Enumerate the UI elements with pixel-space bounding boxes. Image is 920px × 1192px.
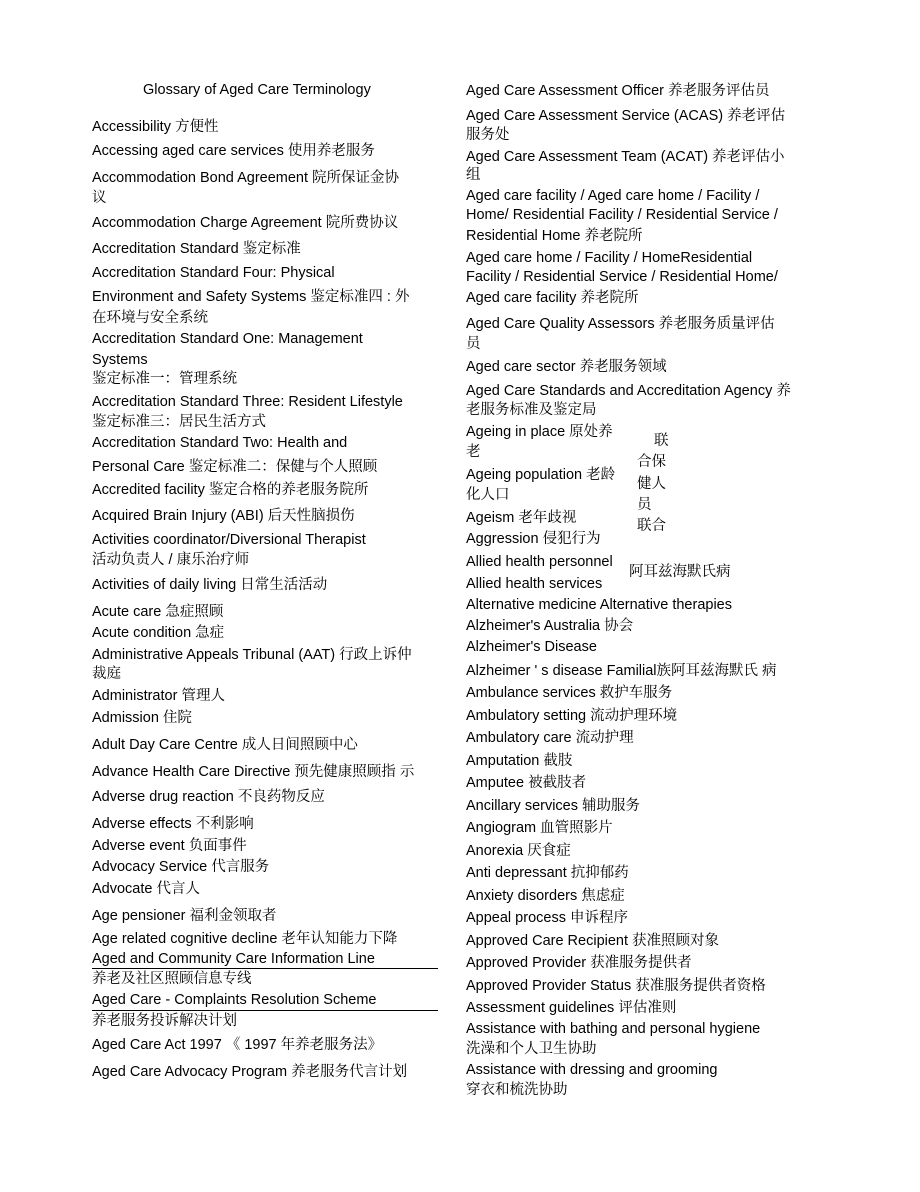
entry-line: Accreditation Standard 鉴定标准 <box>92 241 301 257</box>
entry-line: Alzheimer's Disease <box>466 639 597 655</box>
entry-line: Ageism 老年歧视 <box>466 510 577 526</box>
side-note-line: 联 <box>654 433 669 449</box>
entry-line: Aged Care Standards and Accreditation Agency 养 <box>466 383 791 399</box>
entry-line: Adverse effects 不利影响 <box>92 816 254 832</box>
entry-line: 老 <box>466 444 481 460</box>
entry-line: Aged Care Quality Assessors 养老服务质量评估 <box>466 316 775 332</box>
entry-line: 老服务标准及鉴定局 <box>466 402 597 418</box>
entry-line: 养老服务投诉解决计划 <box>92 1013 237 1029</box>
entry-line: 穿衣和梳洗协助 <box>466 1082 568 1098</box>
entry-line: 鉴定标准一：管理系统 <box>92 371 237 387</box>
entry-line: Allied health services <box>466 576 603 592</box>
entry-line: Assistance with bathing and personal hygiene <box>466 1021 761 1037</box>
entry-line: 活动负责人 / 康乐治疗师 <box>92 552 250 568</box>
alzheimers-side-note: 阿耳兹海默氏病 <box>629 564 731 580</box>
entry-line: Aged Care Assessment Team (ACAT) 养老评估小 <box>466 149 785 165</box>
entry-line: Admission 住院 <box>92 710 192 726</box>
entry-line: Aged Care - Complaints Resolution Scheme <box>92 992 377 1008</box>
entry-line: Administrative Appeals Tribunal (AAT) 行政上诉仲 <box>92 647 412 663</box>
entry-line: Personal Care 鉴定标准二：保健与个人照顾 <box>92 459 378 475</box>
entry-line: Age pensioner 福利金领取者 <box>92 908 277 924</box>
entry-line: Advance Health Care Directive 预先健康照顾指 示 <box>92 764 415 780</box>
entry-line: Accommodation Bond Agreement 院所保证金协 <box>92 170 400 186</box>
entry-line: Activities coordinator/Diversional Therapist <box>92 532 366 548</box>
entry-line: Age related cognitive decline 老年认知能力下降 <box>92 931 398 947</box>
entry-line: Approved Provider Status 获准服务提供者资格 <box>466 978 766 994</box>
entry-line: Residential Home 养老院所 <box>466 228 643 244</box>
entry-line: Advocate 代言人 <box>92 881 200 897</box>
entry-line: Anxiety disorders 焦虑症 <box>466 888 625 904</box>
entry-line: Accommodation Charge Agreement 院所费协议 <box>92 215 399 231</box>
entry-line: 员 <box>466 336 481 352</box>
entry-line: Adverse drug reaction 不良药物反应 <box>92 789 325 805</box>
entry-line: Aged Care Assessment Service (ACAS) 养老评估 <box>466 108 786 124</box>
entry-line: Amputation 截肢 <box>466 753 573 769</box>
page-title: Glossary of Aged Care Terminology <box>143 82 371 98</box>
entry-line: 化人口 <box>466 487 510 503</box>
entry-line: Alzheimer ' s disease Familial族阿耳兹海默氏 病 <box>466 663 777 679</box>
entry-line: Adverse event 负面事件 <box>92 838 247 854</box>
entry-line: Environment and Safety Systems 鉴定标准四 : 外 <box>92 289 410 305</box>
entry-line: Aged care facility / Aged care home / Facility / <box>466 188 760 204</box>
entry-line: Accredited facility 鉴定合格的养老服务院所 <box>92 482 369 498</box>
entry-line: Alzheimer's Australia 协会 <box>466 618 634 634</box>
entry-line: Approved Care Recipient 获准照顾对象 <box>466 933 720 949</box>
entry-line: Administrator 管理人 <box>92 688 225 704</box>
entry-line: Aged care sector 养老服务领域 <box>466 359 667 375</box>
entry-line: Advocacy Service 代言服务 <box>92 859 270 875</box>
entry-line: Ambulatory setting 流动护理环境 <box>466 708 678 724</box>
entry-line: 议 <box>92 190 107 206</box>
entry-line: 服务处 <box>466 127 510 143</box>
entry-line: Accreditation Standard Two: Health and <box>92 435 348 451</box>
entry-line: Ancillary services 辅助服务 <box>466 798 641 814</box>
entry-line: Aged Care Advocacy Program 养老服务代言计划 <box>92 1064 408 1080</box>
entry-line: 在环境与安全系统 <box>92 310 208 326</box>
entry-line: Accreditation Standard Three: Resident Lifestyle <box>92 394 403 410</box>
entry-line: 组 <box>466 167 481 183</box>
entry-line: Acute care 急症照顾 <box>92 604 224 620</box>
side-note-line: 健人 <box>637 476 666 492</box>
entry-line: Angiogram 血管照影片 <box>466 820 613 836</box>
entry-line: 裁庭 <box>92 666 121 682</box>
entry-line: Accessing aged care services 使用养老服务 <box>92 143 375 159</box>
entry-line: Ambulatory care 流动护理 <box>466 730 634 746</box>
entry-line: 养老及社区照顾信息专线 <box>92 971 252 987</box>
entry-line: Aggression 侵犯行为 <box>466 531 601 547</box>
entry-line: Acute condition 急症 <box>92 625 225 641</box>
entry-line: Acquired Brain Injury (ABI) 后天性脑损伤 <box>92 508 355 524</box>
entry-line: Assistance with dressing and grooming <box>466 1062 718 1078</box>
entry-line: Appeal process 申诉程序 <box>466 910 628 926</box>
entry-line: Aged Care Act 1997 《 1997 年养老服务法》 <box>92 1037 383 1053</box>
entry-line: Aged care home / Facility / HomeResidential <box>466 250 753 266</box>
entry-line: Accessibility 方便性 <box>92 119 219 135</box>
entry-line: Ageing in place 原处养 <box>466 424 613 440</box>
entry-line: Home/ Residential Facility / Residential Service / <box>466 207 778 223</box>
entry-line: Anti depressant 抗抑郁药 <box>466 865 629 881</box>
entry-line: Activities of daily living 日常生活活动 <box>92 577 328 593</box>
entry-line: 洗澡和个人卫生协助 <box>466 1041 597 1057</box>
entry-line: Ambulance services 救护车服务 <box>466 685 673 701</box>
side-note-line: 合保 <box>637 454 666 470</box>
entry-line: Alternative medicine Alternative therapies <box>466 597 732 613</box>
entry-line: Anorexia 厌食症 <box>466 843 571 859</box>
entry-line: 鉴定标准三：居民生活方式 <box>92 414 266 430</box>
entry-line: Amputee 被截肢者 <box>466 775 587 791</box>
entry-line: Aged Care Assessment Officer 养老服务评估员 <box>466 83 770 99</box>
entry-line: Assessment guidelines 评估准则 <box>466 1000 677 1016</box>
entry-line: Allied health personnel <box>466 554 613 570</box>
entry-line: Accreditation Standard Four: Physical <box>92 265 335 281</box>
entry-line: Systems <box>92 352 148 368</box>
side-note-line: 员 <box>637 497 652 513</box>
entry-line: Aged and Community Care Information Line <box>92 951 375 967</box>
entry-line: Accreditation Standard One: Management <box>92 331 363 347</box>
entry-line: Approved Provider 获准服务提供者 <box>466 955 692 971</box>
entry-line: Facility / Residential Service / Residential Home/ <box>466 269 778 285</box>
entry-line: Adult Day Care Centre 成人日间照顾中心 <box>92 737 358 753</box>
side-note-line: 联合 <box>637 518 666 534</box>
entry-line: Aged care facility 养老院所 <box>466 290 639 306</box>
entry-line: Ageing population 老龄 <box>466 467 616 483</box>
